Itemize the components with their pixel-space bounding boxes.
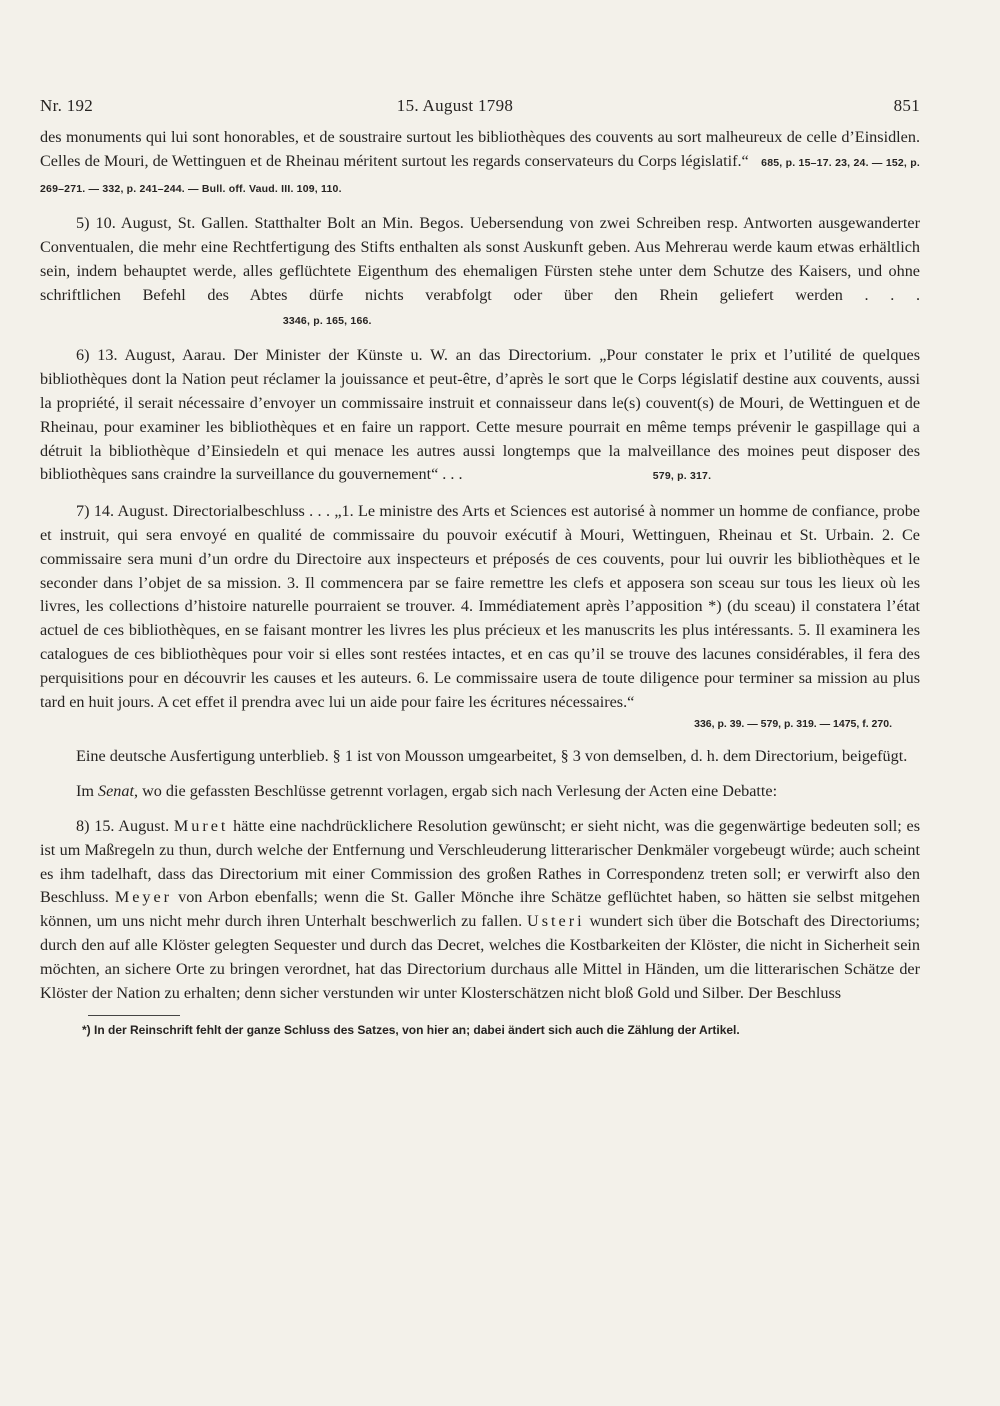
entry-6 bbox=[40, 344, 920, 489]
footnote: *) In der Reinschrift fehlt der ganze Schluss des Satzes, von hier an; dabei ändert sich auch die Zählung der Artikel. bbox=[82, 1023, 740, 1038]
speaker-name: Meyer bbox=[114, 888, 173, 907]
paragraph-text: 7) 14. August. Directorialbeschluss . . . „1. Le ministre des Arts et Sciences est autorisé à nommer un homme de confiance, probe et instruit, qui sera envoyé en qualité de commissaire du pouvoir exécutif à Mouri, Wettinguen, Rheinau et St. Urbain. 2. Ce commissaire sera muni d’un ordre du Directoire aux inspecteurs et préposés de ces couvents, pour lui ouvrir les bibliothèques et le seconder dans l’objet de sa mission. 3. Il commencera par se faire remettre les clefs et apposera son sceau sur tous les lieux où les livres, les collections d’histoire naturelle pourraient se trouver. 4. Immédiatement après l’apposition *) (du sceau) il constatera l’état actuel de ces bibliothèques, en se faisant montrer les livres les plus précieux et les manuscrits les plus intéressants. 5. Il examinera les catalogues de ces bibliothèques pour voir si elles sont restées intactes, et en cas qu’il se trouve des lacunes considérables, il fera des perquisitions pour en découvrir les causes et les auteurs. 6. Le commissaire usera de toute diligence pour terminer sa mission au plus tard en huit jours. A cet effet il prendra avec lui un aide pour faire les écritures nécessaires.“ bbox=[40, 502, 920, 711]
page-number: 851 bbox=[893, 96, 920, 115]
paragraph-text: Im bbox=[76, 782, 99, 801]
document-number: Nr. 192 bbox=[40, 96, 94, 115]
paragraph-deutsch bbox=[40, 745, 920, 769]
paragraph-text: 6) 13. August, Aarau. Der Minister der Künste u. W. an das Directorium. „Pour constater le prix et l’utilité de quelques bibliothèques dont la Nation peut réclamer la jouissance et peut-être, d’après le sort que le Corps législatif destine aux couvents, aussi la propriété, il serait nécessaire d’envoyer un commissaire instruit et connaisseur dans le(s) couvent(s) de Mouri, de Wettinguen et de Rheinau, pour examiner les bibliothèques et en faire un rapport. Cette mesure pourrait en même temps prévenir le gaspillage qui a détruit la bibliothèque d’Einsiedeln et qui menace les autres aussi longtemps que la malveillance des moines peut disposer des bibliothèques sans craindre la surveillance du gouvernement“ . . . bbox=[40, 346, 920, 484]
entry-5 bbox=[40, 212, 920, 333]
paragraph-text: hätte eine nachdrücklichere Resolution gewünscht; er sieht nicht, was die gegenwärtige bedeuten soll; es ist um Maßregeln zu thun, durch welche der Entfernung und Verschleuderung litterarischer Denkmäler vorgebeugt würde; auch scheint es ihm tadelhaft, dass das Directorium mit einer Commission des großen Rathes in Correspondenz treten soll; er verwirft also den Beschluss. bbox=[40, 816, 920, 907]
paragraph-text: , wo die gefassten Beschlüsse getrennt vorlagen, ergab sich nach Verlesung der Acten eine Debatte: bbox=[134, 782, 778, 801]
header-date: 15. August 1798 bbox=[396, 96, 514, 115]
paragraph-senat bbox=[40, 780, 920, 804]
source-reference: 3346, p. 165, 166. bbox=[282, 314, 372, 327]
speaker-name: Usteri bbox=[527, 912, 585, 931]
source-reference: 579, p. 317. bbox=[652, 470, 712, 483]
footnote-divider bbox=[88, 1015, 180, 1016]
speaker-name: Muret bbox=[173, 816, 229, 835]
entry-8 bbox=[40, 815, 920, 1005]
entry-7 bbox=[40, 500, 920, 714]
paragraph-text: des monuments qui lui sont honorables, et de soustraire surtout les bibliothèques des couvents au sort malheureux de celle d’Einsidlen. Celles de Mouri, de Wettinguen et de Rheinau méritent surtout les regards conservateurs du Corps législatif.“ bbox=[40, 128, 920, 170]
source-reference: 336, p. 39. — 579, p. 319. — 1475, f. 270. bbox=[694, 718, 892, 731]
paragraph-continuation bbox=[40, 126, 920, 201]
source-reference: 685, p. 15–17. 23, 24. — 152, p. 269–271. — 332, p. 241–244. — Bull. off. Vaud. III. 109, 110. bbox=[40, 156, 920, 195]
paragraph-text: Eine deutsche Ausfertigung unterblieb. § 1 ist von Mousson umgearbeitet, § 3 von demselben, d. h. dem Directorium, beigefügt. bbox=[76, 747, 908, 766]
document-page bbox=[40, 96, 920, 1040]
paragraph-text: wundert sich über die Botschaft des Directoriums; durch den auf alle Klöster gelegten Sequester und durch das Decret, welches die Kostbarkeiten der Klöster, die nicht in Sicherheit sein möchten, an sichere Orte zu bringen verordnet, hat das Directorium durchaus alle Mittel in Händen, um die litterarischen Schätze der Klöster der Nation zu erhalten; denn sicher verstunden wir unter Klosterschätzen nicht bloß Gold und Silber. Der Beschluss bbox=[40, 912, 920, 1002]
page-header bbox=[40, 96, 920, 126]
paragraph-text: von Arbon ebenfalls; wenn die St. Galler Mönche ihre Schätze geflüchtet haben, so hätten sie selbst mitgehen können, um uns nicht mehr durch ihren Unterhalt beschwerlich zu fallen. bbox=[40, 888, 921, 931]
paragraph-text: 8) 15. August. bbox=[76, 816, 174, 835]
body-text bbox=[40, 126, 920, 1040]
paragraph-text: 5) 10. August, St. Gallen. Statthalter Bolt an Min. Begos. Uebersendung von zwei Schreiben resp. Antworten ausgewanderter Conventualen, die mehr eine Rechtfertigung des Stifts enthalten als sonst Auskunft geben. Aus Mehrerau werde kaum etwas erhältlich sein, indem behauptet werde, alles geflüchtete Eigenthum des ehemaligen Fürsten stehe unter dem Schutze des Kaisers, und ohne schriftlichen Befehl des Abtes dürfe nichts verabfolgt oder über den Rhein geliefert werden . . . bbox=[40, 214, 920, 304]
senat-term: Senat bbox=[98, 782, 134, 801]
